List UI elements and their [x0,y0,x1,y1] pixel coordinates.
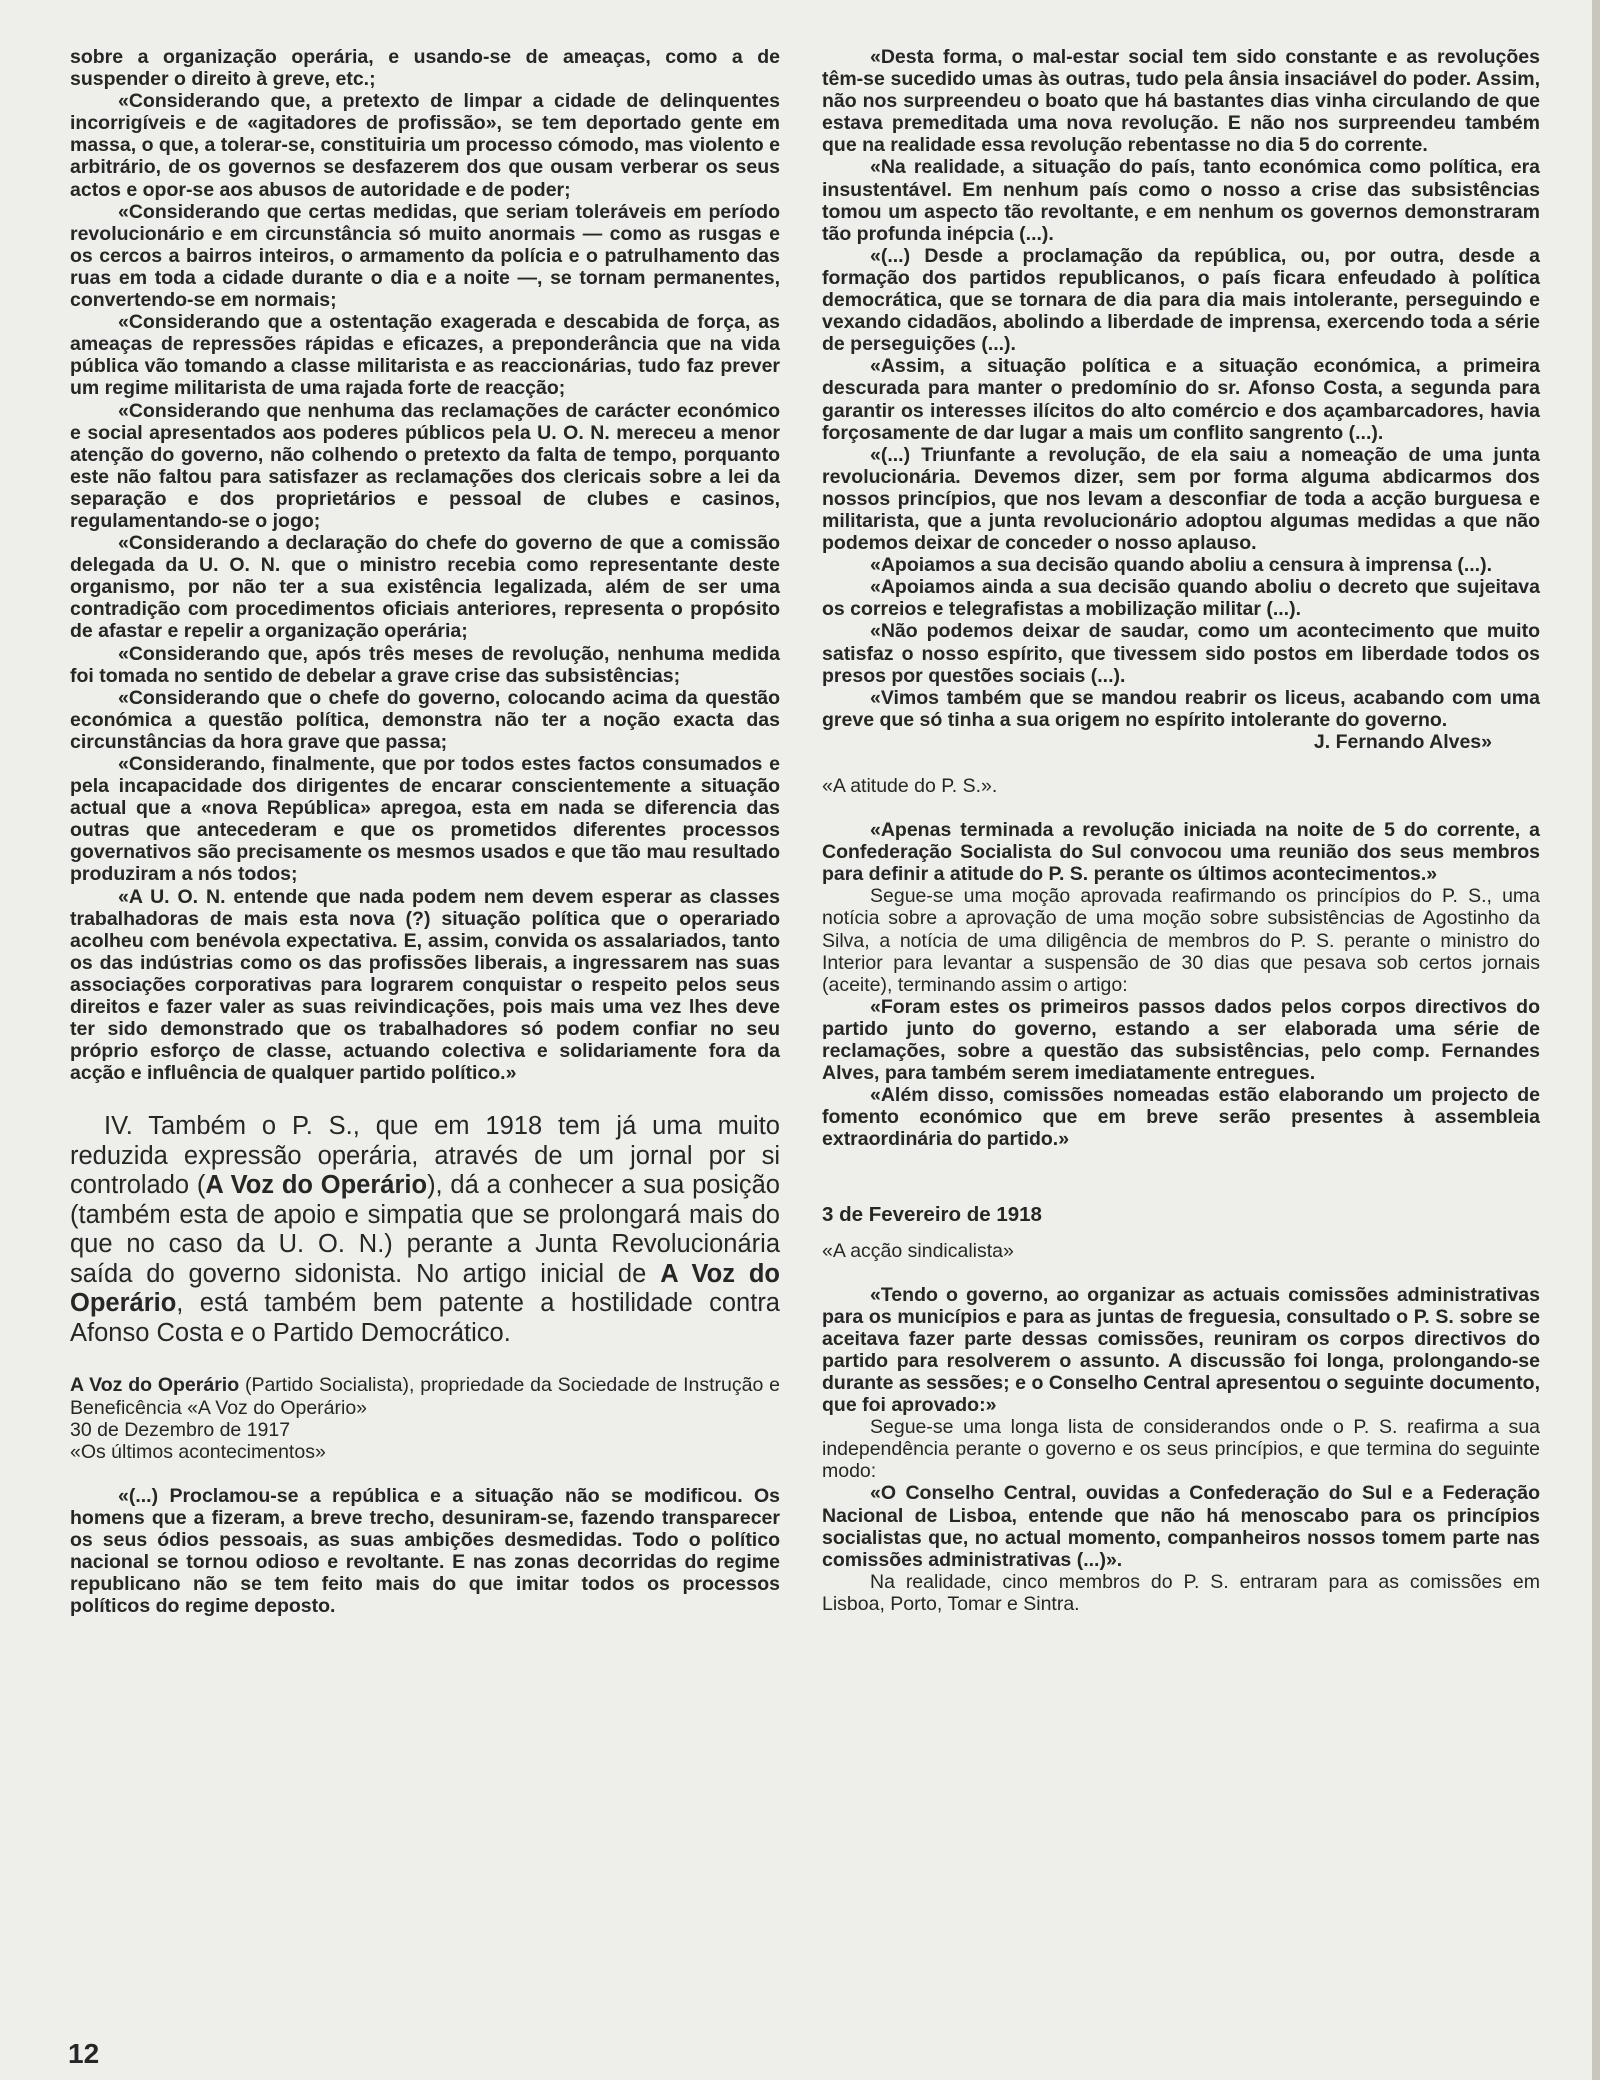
quote-paragraph: «Considerando que, a pretexto de limpar a cidade de delinquentes incorrigíveis e de «agitadores de profissão», se tem deportado gente em massa, o que, a tolerar-se, constituiria um processo cómodo, mas violento e arbitrário, de os governos se desfazerem dos que ousam verberar os seus actos e opor-se aos abusos de autoridade e de poder; [70,90,780,201]
quote-paragraph: «Foram estes os primeiros passos dados pelos corpos directivos do partido junto do governo, estando a ser elaborada uma série de reclamações, sobre a questão das subsistências, pelo comp. Fernandes Alves, para também serem imediatamente entregues. [822,995,1540,1085]
quote-paragraph: «Não podemos deixar de saudar, como um acontecimento que muito satisfaz o nosso espírito, que tivessem sido postos em liberdade todos os presos por questões sociais (...). [822,620,1540,687]
quote-paragraph: «Considerando que, após três meses de revolução, nenhuma medida foi tomada no sentido de debelar a grave crise das subsistências; [70,642,780,687]
commentary-paragraph: Segue-se uma longa lista de considerandos onde o P. S. reafirma a sua independência perante o governo e os seus princípios, e que termina do seguinte modo: [822,1416,1540,1483]
source-article-title: «Os últimos acontecimentos» [70,1440,326,1463]
source-name: A Voz do Operário [70,1374,240,1397]
article-title: «A atitude do P. S.». [822,775,998,797]
signature: J. Fernando Alves» [1313,730,1492,753]
source-description: (Partido Socialista), propriedade da Sociedade de Instrução e Beneficência «A Voz do Operário» [70,1374,780,1419]
left-column [70,46,780,1617]
quote-paragraph: «(...) Triunfante a revolução, de ela saiu a nomeação de uma junta revolucionária. Devemos dizer, sem por forma alguma abdicarmos dos nossos princípios, que nos levam a desconfiar de toda a acção burguesa e militarista, que a junta revolucionário adoptou algumas medidas a que não podemos deixar de conceder o nosso aplauso. [822,443,1540,555]
section-intro: IV. Também o P. S., que em 1918 tem já uma muito reduzida expressão operária, através de um jornal por si controlado (A Voz do Operário), dá a conhecer a sua posição (também esta de apoio e simpatia que se prolongará mais do que no caso da U. O. N.) perante a Junta Revolucionária saída do governo sidonista. No artigo inicial de A Voz do Operário, está também bem patente a hostilidade contra Afonso Costa e o Partido Democrático. [70,1112,781,1347]
quote-paragraph: «Na realidade, a situação do país, tanto económica como política, era insustentável. Em nenhum país como o nosso a crise das subsistências tomou um aspecto tão revoltante, e em nenhum os governos demonstraram tão profunda inépcia (...). [822,156,1540,245]
quote-paragraph: «Apenas terminada a revolução iniciada na noite de 5 do corrente, a Confederação Socialista do Sul convocou uma reunião dos seus membros para definir a atitude do P. S. perante os últimos acontecimentos.» [822,819,1540,886]
section-date: 3 de Fevereiro de 1918 [822,1202,1042,1226]
commentary-paragraph: Segue-se uma moção aprovada reafirmando os princípios do P. S., uma notícia sobre a aprovação de uma moção sobre subsistências de Agostinho da Silva, a notícia de uma diligência de membros do P. S. perante o ministro do Interior para levantar a suspensão de 30 dias que pesava sob certos jornais (aceite), terminando assim o artigo: [822,885,1540,996]
quote-paragraph: «Apoiamos ainda a sua decisão quando aboliu o decreto que sujeitava os correios e telegrafistas a mobilização militar (...). [822,576,1540,621]
quote-paragraph: «Considerando que o chefe do governo, colocando acima da questão económica a questão política, demonstra não ter a noção exacta das circunstâncias da hora grave que passa; [70,686,780,753]
quote-paragraph: «Considerando, finalmente, que por todos estes factos consumados e pela incapacidade dos dirigentes de encarar conscientemente a situação actual que a «nova República» apregoa, esta em nada se diferencia das outras que antecederam e que os prometidos diferentes processos governativos são precisamente os mesmos usados e que tão mau resultado produziram a nós todos; [70,753,780,886]
quote-paragraph: «Considerando que certas medidas, que seriam toleráveis em período revolucionário e em circunstância só muito anormais — como as rusgas e os cercos a bairros inteiros, o armamento da polícia e o patrulhamento das ruas em toda a cidade durante o dia e a noite —, se tornam permanentes, convertendo-se em normais; [70,200,780,312]
quote-paragraph: «Considerando que nenhuma das reclamações de carácter económico e social apresentados aos poderes públicos pela U. O. N. mereceu a menor atenção do governo, não colhendo o pretexto da falta de tempo, porquanto este não faltou para satisfazer as reclamações dos clericais sobre a lei da separação e dos proprietários e pessoal de clubes e casinos, regulamentando-se o jogo; [70,399,780,532]
source-citation [70,1374,780,1462]
quote-paragraph: «O Conselho Central, ouvidas a Confederação do Sul e a Federação Nacional de Lisboa, entende que não há menoscabo para os princípios socialistas que, no actual momento, companheiros nossos tomem parte nas comissões administrativas (...)». [822,1482,1540,1571]
page-number: 12 [68,2038,100,2069]
newspaper-name: A Voz do Operário [70,1259,781,1318]
page-edge [1592,0,1600,2080]
quote-paragraph: «Desta forma, o mal-estar social tem sido constante e as revoluções têm-se sucedido umas às outras, tudo pela ânsia insaciável do poder. Assim, não nos surpreendeu o boato que há bastantes dias vinha circulando de que estava premeditada uma nova revolução. E não nos surpreendeu também que na realidade essa revolução rebentasse no dia 5 do corrente. [822,46,1540,157]
quote-paragraph: «(...) Desde a proclamação da república, ou, por outra, desde a formação dos partidos republicanos, o país ficara enfeudado à política democrática, que se tornara de dia para dia mais intolerante, perseguindo e vexando cidadãos, abolindo a liberdade de imprensa, exercendo toda a série de perseguições (...). [822,244,1540,356]
quote-paragraph: «A U. O. N. entende que nada podem nem devem esperar as classes trabalhadoras de mais esta nova (?) situação política que o operariado acolheu com benévola expectativa. E, assim, convida os assalariados, tanto os das indústrias como os das profissões liberais, a ingressarem nas suas associações corporativas para lograrem conquistar o respeito pelos seus direitos e fazer valer as suas reivindicações, pois mais uma vez lhes deve ter sido demonstrado que os trabalhadores só podem confiar no seu próprio esforço de classe, actuando colectiva e solidariamente fora da acção e influência de qualquer partido político.» [70,885,780,1085]
quote-paragraph: «Considerando a declaração do chefe do governo de que a comissão delegada da U. O. N. que o ministro recebia como representante deste organismo, por não ter a sua existência legalizada, além de ser uma contradição com procedimentos oficiais anteriores, representa o propósito de afastar e repelir a organização operária; [70,532,780,643]
quote-paragraph: «Considerando que a ostentação exagerada e descabida de força, as ameaças de repressões rápidas e eficazes, a preponderância que na vida pública vão tomando a classe militarista e as reaccionárias, tudo faz prever um regime militarista de uma rajada forte de reacção; [70,311,780,400]
quote-paragraph: «Tendo o governo, ao organizar as actuais comissões administrativas para os municípios e para as juntas de freguesia, consultado o P. S. sobre se aceitava fazer parte dessas comissões, reuniram os corpos directivos do partido para resolverem o assunto. A discussão foi longa, prolongando-se durante as sessões; e o Conselho Central apresentou o seguinte documento, que foi aprovado:» [822,1283,1540,1417]
quote-paragraph: «Apoiamos a sua decisão quando aboliu a censura à imprensa (...). [870,554,1493,577]
newspaper-name: A Voz do Operário [205,1171,428,1200]
quote-paragraph: «Além disso, comissões nomeadas estão elaborando um projecto de fomento económico que em breve serão presentes à assembleia extraordinária do partido.» [822,1084,1540,1151]
source-date: 30 de Dezembro de 1917 [70,1418,291,1441]
commentary-paragraph: Na realidade, cinco membros do P. S. entraram para as comissões em Lisboa, Porto, Tomar e Sintra. [822,1570,1540,1615]
quote-paragraph: «Vimos também que se mandou reabrir os liceus, acabando com uma greve que só tinha a sua origem no espírito intolerante do governo. [822,686,1540,731]
quote-paragraph: «(...) Proclamou-se a república e a situação não se modificou. Os homens que a fizeram, a breve trecho, desuniram-se, fazendo transparecer os seus ódios pessoais, as suas ambições desmedidas. Todo o político nacional se tornou odioso e revoltante. E nas zonas decorridas do regime republicano não se tem feito mais do que imitar todos os processos políticos do regime deposto. [70,1484,780,1618]
right-column [822,46,1540,1615]
article-title: «A acção sindicalista» [822,1239,1014,1262]
quote-paragraph: «Assim, a situação política e a situação económica, a primeira descurada para manter o predomínio do sr. Afonso Costa, a segunda para garantir os interesses ilícitos do alto comércio e dos açambarcadores, havia forçosamente de dar lugar a mais um conflito sangrento (...). [822,355,1540,444]
quote-paragraph: sobre a organização operária, e usando-se de ameaças, como a de suspender o direito à greve, etc.; [70,46,780,91]
